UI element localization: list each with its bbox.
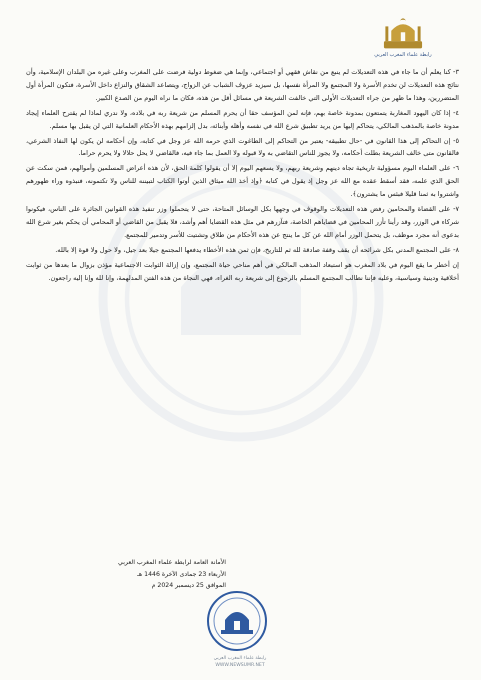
paragraph-3: ٣- كنا يعلم أن ما جاء في هذه التعديلات لم ينبع من نقاش فقهي أو اجتماعي، وإنما هي ضغوط دولية فرضت على المغرب وعلى غيره من البلدان الإسلامية، وأن نتائج هذه التعديلات لن تخدم الأسرة ولا المجتمع ولا المرأة نفسها، بل سيزيد عزوف الشباب عن الزواج، ويتصاعد الشقاق والنزاع داخل الأسرة، فتكون المرأة أول المتضررين، وهذا ما ظهر من جراء التعديلات الأولى التي خالفت الشريعة في مسائل أقل من هذه، فكان ما نراه اليوم من الصدع الكبير. bbox=[26, 68, 459, 102]
signature-gregorian-date: الموافق 25 ديسمبر 2024 م bbox=[151, 582, 226, 589]
footer-links bbox=[170, 655, 310, 669]
signature-hijri-date: الأربعاء 23 جمادى الآخرة 1446 هـ bbox=[137, 570, 226, 578]
seal-emblem-icon bbox=[205, 590, 269, 652]
paragraph-5: ٥- إن التحاكم إلى هذا القانون في -حال تطبيقه- يعتبر من التحاكم إلى الطاغوت الذي حرمه الله عز وجل في كتابه، وإن أحكامه لن يكون لها النفاذ الشرعي، فالقانون متى خالف الشريعة بطلت أحكامه، ولا يجوز للناس التقاضي به ولا قبوله ولا العمل بما جاء فيه، فالقاضي لا يحل حلالا ولا يحرم حراما. bbox=[26, 136, 459, 158]
seal-caption: رابطة علماء المغرب العربي bbox=[213, 656, 267, 661]
paragraph-6: ٦- على العلماء اليوم مسؤولية تاريخية تجاه دينهم وشريعة ربهم، ولا يسعهم اليوم إلا أن يقولوا كلمة الحق، لأن هذه أعراض المسلمين وأموالهم، فمن سكت عن الحق الذي علمه، فقد أسقط عقده مع الله عز وجل إذ يقول في كتابه ﴿وإذ أخذ الله ميثاق الذين أوتوا الكتاب لتبيننه للناس ولا تكتمونه، فنبذوه وراء ظهورهم واشتروا به ثمنا قليلا فبئس ما يشترون﴾. bbox=[26, 164, 459, 199]
website-link[interactable]: WWW.NEWSUMR.NET bbox=[215, 663, 265, 668]
paragraph-4: ٤- إذا كان اليهود المغاربة يتمتعون بمدونة خاصة بهم، فإنه لمن المؤسف حقا أن يحرم المسلم من شريعة ربه في بلاده، ولا ندري لماذا لم يقترح العلماء إيجاد مدونة خاصة بالمذهب المالكي، يتحاكم إليها من يريد تطبيق شرع الله في نفسه وأهله وأبنائه، بدل إلزامهم بهذه الأحكام العلمانية التي لن يقبل بها مسلم. bbox=[26, 108, 459, 130]
paragraph-8: ٨- على المجتمع المدني بكل شرائحه أن يقف وقفة صادقة لله ثم للتاريخ، فإن ثمن هذه الأخطاء يدفعها المجتمع جيلا بعد جيل، ولا حول ولا قوة إلا بالله. bbox=[55, 245, 459, 254]
closing-paragraph: إن أخطر ما يقع اليوم في بلاد المغرب هو استبعاد المذهب المالكي في أهم مناحي حياة المجتمع، وإن إزالة الثوابت الاجتماعية مؤذن بزوال ما بعدها من ثوابت أخلاقية ودينية وسياسية، وعليه فإننا نطالب المجتمع المسلم بالرجوع إلى شريعة ربه الغراء، فهي النجاة من هذه الفتن المدلهمة، وإنا لله وإنا إليه راجعون. bbox=[26, 260, 459, 282]
mosque-logo-icon bbox=[381, 14, 425, 52]
paragraph-7: ٧- على القضاة والمحامين رفض هذه التعديلات والوقوف في وجهها بكل الوسائل المتاحة، حتى لا يتحملوا وزر تنفيذ هذه القوانين الجائرة على الناس، فيكونوا شركاء في الوزر، وقد رأينا تأزر المحامين في قضاياهم الخاصة، فتآزرهم في مثل هذه القضايا أهم وأشد، فلا يقبل من القاضي أو المحامي أن يحكم بغير شرع الله بدعوى أنه مجرد موظف، بل يتحمل الوزر أمام الله عن كل ما ينتج عن هذه الأحكام من طلاق وتشتيت للأسر وتدمير للمجتمع. bbox=[26, 205, 459, 239]
statement-body bbox=[26, 66, 459, 287]
logo-caption: رابطة علماء المغرب العربي bbox=[374, 52, 432, 58]
signature-issuer: الأمانة العامة لرابطة علماء المغرب العربي bbox=[118, 559, 226, 566]
official-seal bbox=[205, 590, 269, 656]
header-logo bbox=[372, 14, 434, 59]
signature-block bbox=[26, 557, 226, 592]
